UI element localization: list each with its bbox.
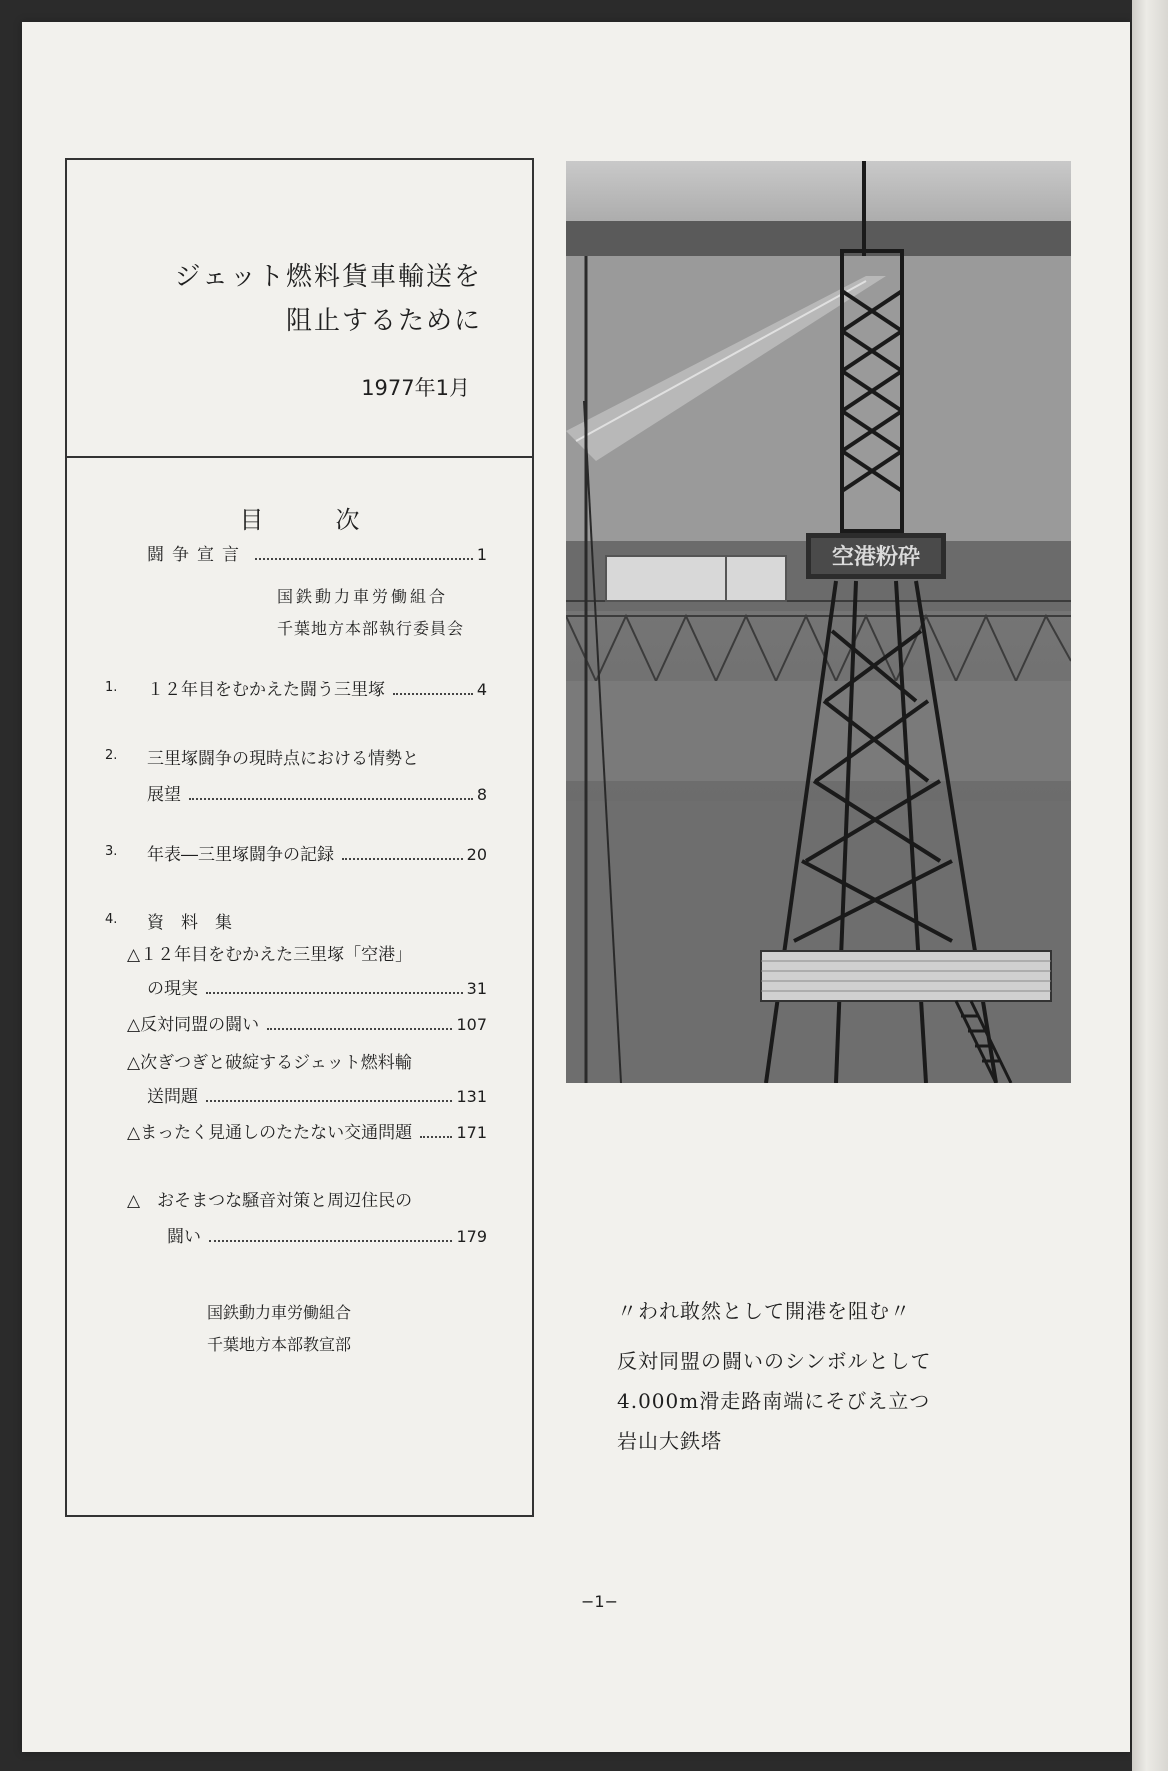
booklet-title-line-1: ジェット燃料貨車輸送を [174, 262, 482, 292]
toc-entry-4[interactable] [147, 908, 232, 933]
toc-entry-number: 4. [105, 912, 118, 927]
appendix-item-5-line-2[interactable] [167, 1222, 487, 1247]
appendix-item-4[interactable] [127, 1118, 487, 1143]
toc-page-number: 31 [466, 979, 487, 998]
appendix-label: 送問題 [147, 1087, 198, 1107]
toc-page-number: 171 [456, 1123, 487, 1142]
appendix-item-1-line-1[interactable] [127, 940, 412, 965]
toc-entry-number: 1. [105, 680, 118, 695]
toc-entry-number: 3. [105, 844, 118, 859]
publisher-line-2: 千葉地方本部教宣部 [207, 1335, 352, 1354]
toc-entry-2-line-1[interactable] [147, 744, 419, 769]
toc-frame [65, 158, 534, 1517]
appendix-label: △１２年目をむかえた三里塚「空港」 [127, 945, 413, 965]
appendix-item-2[interactable] [127, 1010, 487, 1035]
appendix-item-5-line-1[interactable] [127, 1186, 412, 1211]
declaration-author-1: 国鉄動力車労働組合 [277, 587, 449, 606]
toc-entry-label: 闘争宣言 [147, 545, 247, 565]
publication-date: 1977年1月 [361, 376, 470, 400]
publisher-line-1: 国鉄動力車労働組合 [207, 1303, 352, 1322]
toc-page-number: 1 [476, 545, 487, 564]
declaration-author-2: 千葉地方本部執行委員会 [277, 619, 465, 638]
toc-page-number: 4 [476, 680, 487, 699]
appendix-item-3-line-2[interactable] [147, 1082, 487, 1107]
toc-page-number: 107 [456, 1015, 487, 1034]
toc-entry-declaration[interactable] [147, 540, 487, 565]
toc-entry-label: １２年目をむかえた闘う三里塚 [147, 680, 385, 700]
dot-leader [342, 858, 463, 860]
tower-sign-text: 空港粉砕 [831, 545, 921, 570]
caption-line-3: 4.000m滑走路南端にそびえ立つ [617, 1389, 931, 1413]
toc-entry-3[interactable] [147, 840, 487, 865]
caption-quote: 〃われ敢然として開港を阻む〃 [617, 1299, 911, 1323]
appendix-label: △次ぎつぎと破綻するジェット燃料輸 [127, 1053, 412, 1073]
toc-entry-label: 展望 [147, 785, 181, 805]
dot-leader [420, 1136, 452, 1138]
appendix-label: △反対同盟の闘い [127, 1015, 260, 1035]
toc-entry-number: 2. [105, 748, 118, 763]
steel-tower-photo [566, 161, 1071, 1083]
toc-entry-label: 年表―三里塚闘争の記録 [147, 845, 334, 865]
appendix-item-3-line-1[interactable] [127, 1048, 412, 1073]
toc-page-number: 131 [456, 1087, 487, 1106]
dot-leader [206, 992, 463, 994]
caption-line-2: 反対同盟の闘いのシンボルとして [617, 1349, 932, 1373]
dot-leader [255, 558, 473, 560]
toc-entry-1[interactable] [147, 675, 487, 700]
booklet-title-line-2: 阻止するために [285, 306, 482, 336]
appendix-item-1-line-2[interactable] [147, 974, 487, 999]
dot-leader [189, 798, 473, 800]
caption-line-4: 岩山大鉄塔 [617, 1429, 722, 1453]
toc-entry-label: 資 料 集 [147, 913, 232, 933]
appendix-label: 闘い [167, 1227, 201, 1247]
appendix-label: △ おそまつな騒音対策と周辺住民の [127, 1191, 413, 1211]
toc-entry-label: 三里塚闘争の現時点における情勢と [147, 749, 419, 769]
appendix-label: △まったく見通しのたたない交通問題 [127, 1123, 413, 1143]
page-edge [1132, 0, 1168, 1771]
toc-page-number: 8 [476, 785, 487, 804]
dot-leader [267, 1028, 452, 1030]
toc-entry-2-line-2[interactable] [147, 780, 487, 805]
title-block [67, 160, 532, 458]
toc-heading: 目 次 [239, 506, 384, 534]
toc-page-number: 20 [466, 845, 487, 864]
dot-leader [209, 1240, 452, 1242]
steel-tower-illustration [566, 161, 1071, 1083]
toc-page-number: 179 [456, 1227, 487, 1246]
page-number: −1− [581, 1592, 618, 1611]
dot-leader [206, 1100, 452, 1102]
dot-leader [393, 693, 473, 695]
appendix-label: の現実 [147, 979, 198, 999]
